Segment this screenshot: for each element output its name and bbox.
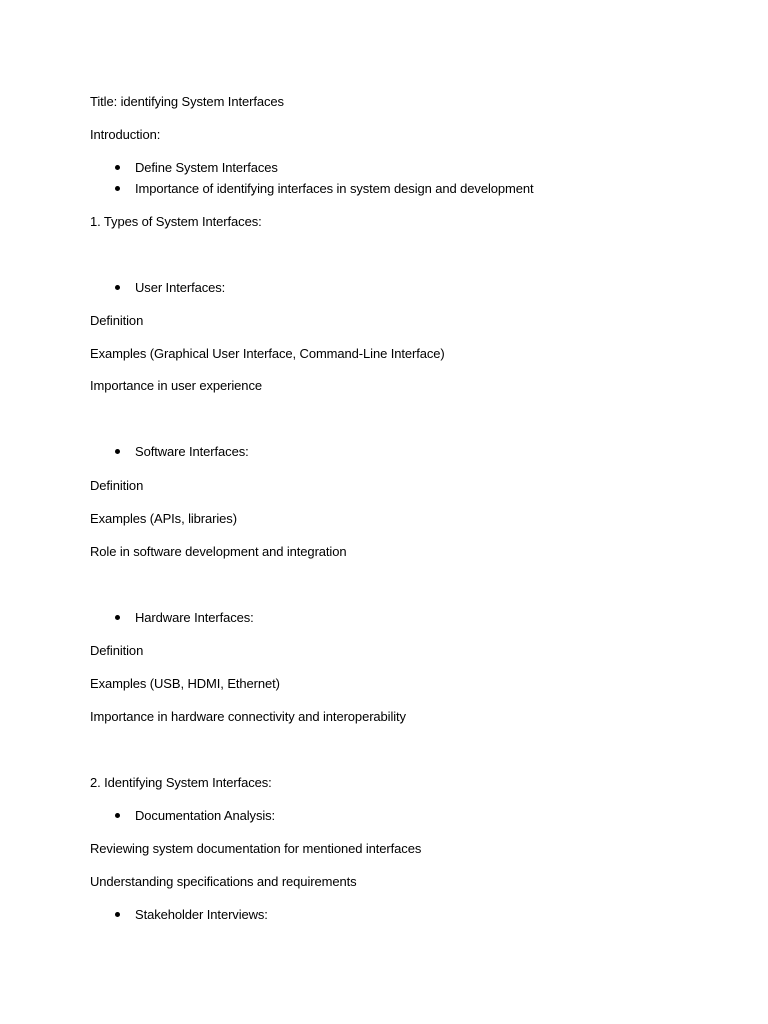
intro-bullet-importance: Importance of identifying interfaces in system design and development	[135, 181, 534, 196]
bullet-icon	[115, 285, 120, 290]
hardware-examples: Examples (USB, HDMI, Ethernet)	[90, 676, 280, 691]
bullet-icon	[115, 813, 120, 818]
bullet-icon	[115, 165, 120, 170]
user-examples: Examples (Graphical User Interface, Command-Line Interface)	[90, 346, 445, 361]
software-role: Role in software development and integration	[90, 544, 347, 559]
intro-bullet-define: Define System Interfaces	[135, 160, 278, 175]
software-interfaces-bullet: Software Interfaces:	[135, 444, 249, 459]
user-definition: Definition	[90, 313, 144, 328]
documentation-specs: Understanding specifications and requirements	[90, 874, 357, 889]
section1-heading: 1. Types of System Interfaces:	[90, 214, 262, 229]
stakeholder-interviews-bullet: Stakeholder Interviews:	[135, 907, 268, 922]
documentation-review: Reviewing system documentation for mentioned interfaces	[90, 841, 422, 856]
bullet-icon	[115, 186, 120, 191]
bullet-icon	[115, 912, 120, 917]
intro-heading: Introduction:	[90, 127, 161, 142]
documentation-analysis-bullet: Documentation Analysis:	[135, 808, 276, 823]
bullet-icon	[115, 449, 120, 454]
hardware-definition: Definition	[90, 643, 144, 658]
user-importance: Importance in user experience	[90, 378, 262, 393]
software-definition: Definition	[90, 478, 144, 493]
hardware-importance: Importance in hardware connectivity and interoperability	[90, 709, 406, 724]
section2-heading: 2. Identifying System Interfaces:	[90, 775, 272, 790]
user-interfaces-bullet: User Interfaces:	[135, 280, 226, 295]
hardware-interfaces-bullet: Hardware Interfaces:	[135, 610, 254, 625]
software-examples: Examples (APIs, libraries)	[90, 511, 237, 526]
bullet-icon	[115, 615, 120, 620]
document-title: Title: identifying System Interfaces	[90, 94, 284, 109]
